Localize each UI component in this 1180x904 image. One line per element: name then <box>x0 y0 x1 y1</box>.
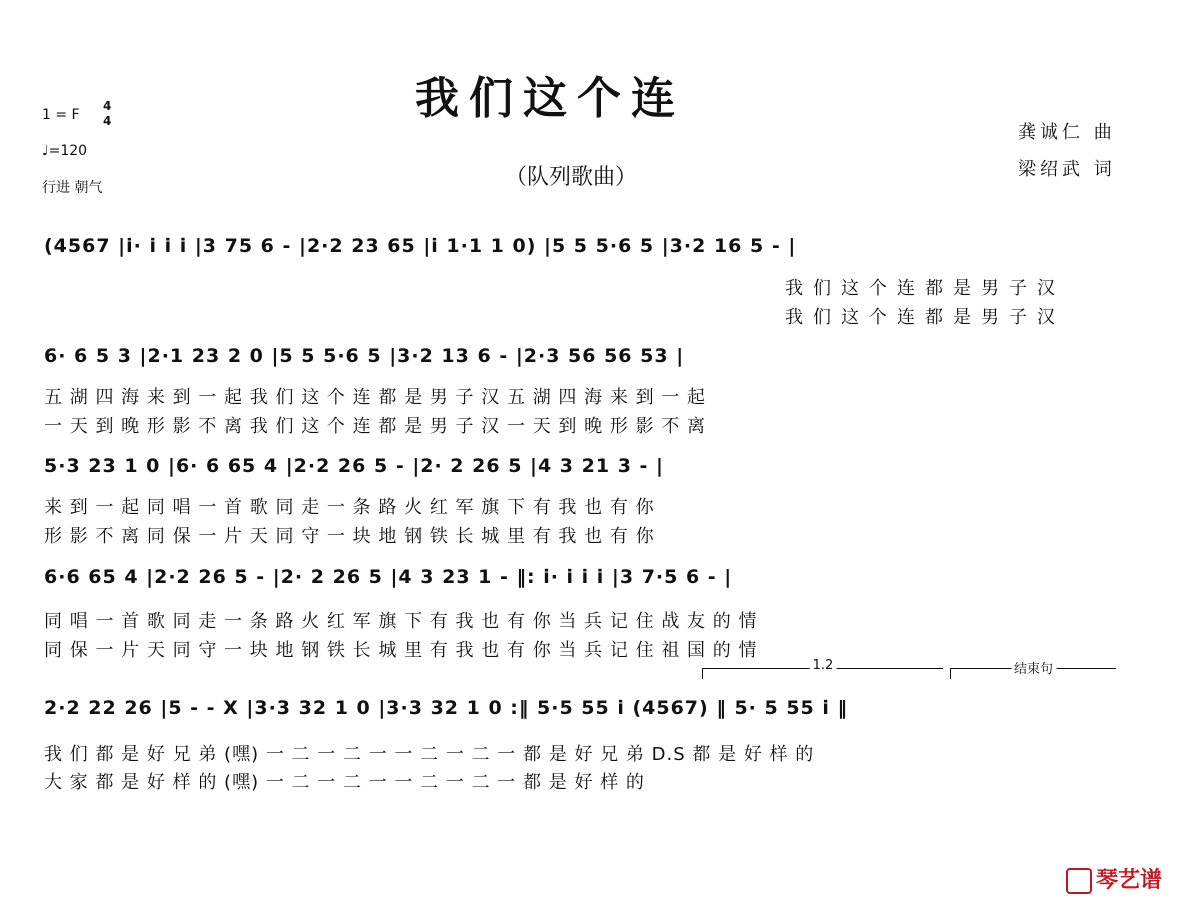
site-logo <box>1066 863 1162 894</box>
lyrics-row-2-verse-2: 一 天 到 晚 形 影 不 离 我 们 这 个 连 都 是 男 子 汉 一 天 到 晚 形 影 不 离 <box>44 416 707 437</box>
lyrics-row-5-verse-2: 大 家 都 是 好 样 的 (嘿) 一 二 一 二 一 一 二 一 二 一 都 是 好 样 的 <box>44 772 645 793</box>
logo-text: 琴艺谱 <box>1095 868 1162 893</box>
notation-row-5: 2·2 22 26 |5 - - X |3·3 32 1 0 |3·3 32 1 0 :‖ 5·5 55 i̇ (4567) ‖ 5· 5 55 i̇ ‖ <box>44 697 849 719</box>
key-signature: 1 = F <box>42 107 80 123</box>
lyrics-row-1-verse-1: 我们这个连都是男子汉 <box>785 278 1065 299</box>
time-signature-top: 4 <box>103 99 112 113</box>
notation-row-3: 5·3 23 1 0 |6· 6 65 4 |2·2 26 5 - |2· 2 26 5 |4 3 21 3 - | <box>44 455 664 477</box>
first-ending-bracket <box>702 658 943 679</box>
notation-row-4: 6·6 65 4 |2·2 26 5 - |2· 2 26 5 |4 3 23 1 - ‖: i̇· i̇ i̇ i̇ |3 7·5 6 - | <box>44 566 733 588</box>
lyrics-row-2-verse-1: 五 湖 四 海 来 到 一 起 我 们 这 个 连 都 是 男 子 汉 五 湖 四 海 来 到 一 起 <box>44 387 707 408</box>
final-ending-bracket <box>950 662 1116 679</box>
lyrics-row-4-verse-1: 同 唱 一 首 歌 同 走 一 条 路 火 红 军 旗 下 有 我 也 有 你 当 兵 记 住 战 友 的 情 <box>44 611 758 632</box>
song-title: 我们这个连 <box>415 73 685 124</box>
notation-row-2: 6· 6 5 3 |2·1 23 2 0 |5 5 5·6 5 |3·2 13 6 - |2·3 56 56 53 | <box>44 345 685 367</box>
lyricist-credit: 梁绍武 词 <box>1018 159 1116 180</box>
logo-mark-icon <box>1066 868 1092 894</box>
lyrics-row-4-verse-2: 同 保 一 片 天 同 守 一 块 地 钢 铁 长 城 里 有 我 也 有 你 当 兵 记 住 祖 国 的 情 <box>44 640 758 661</box>
time-signature-bottom: 4 <box>103 114 112 128</box>
notation-row-1: (4567 |i̇· i̇ i̇ i̇ |3 75 6 - |2·2 23 65 |i̇ 1·1 1 0) |5 5 5·6 5 |3·2 16 5 - | <box>44 235 797 257</box>
tempo-marking: ♩=120 <box>42 143 88 159</box>
final-ending-label: 结束句 <box>1011 658 1056 677</box>
first-ending-label: 1.2 <box>810 658 837 673</box>
lyrics-row-3-verse-1: 来 到 一 起 同 唱 一 首 歌 同 走 一 条 路 火 红 军 旗 下 有 我 也 有 你 <box>44 497 655 518</box>
lyrics-row-3-verse-2: 形 影 不 离 同 保 一 片 天 同 守 一 块 地 钢 铁 长 城 里 有 我 也 有 你 <box>44 526 655 547</box>
composer-credit: 龚诚仁 曲 <box>1018 122 1116 143</box>
song-subtitle: （队列歌曲） <box>505 165 638 190</box>
style-marking: 行进 朝气 <box>42 180 103 196</box>
lyrics-row-5-verse-1: 我 们 都 是 好 兄 弟 (嘿) 一 二 一 二 一 一 二 一 二 一 都 是 好 兄 弟 D.S 都 是 好 样 的 <box>44 744 815 765</box>
lyrics-row-1-verse-2: 我们这个连都是男子汉 <box>785 307 1065 328</box>
